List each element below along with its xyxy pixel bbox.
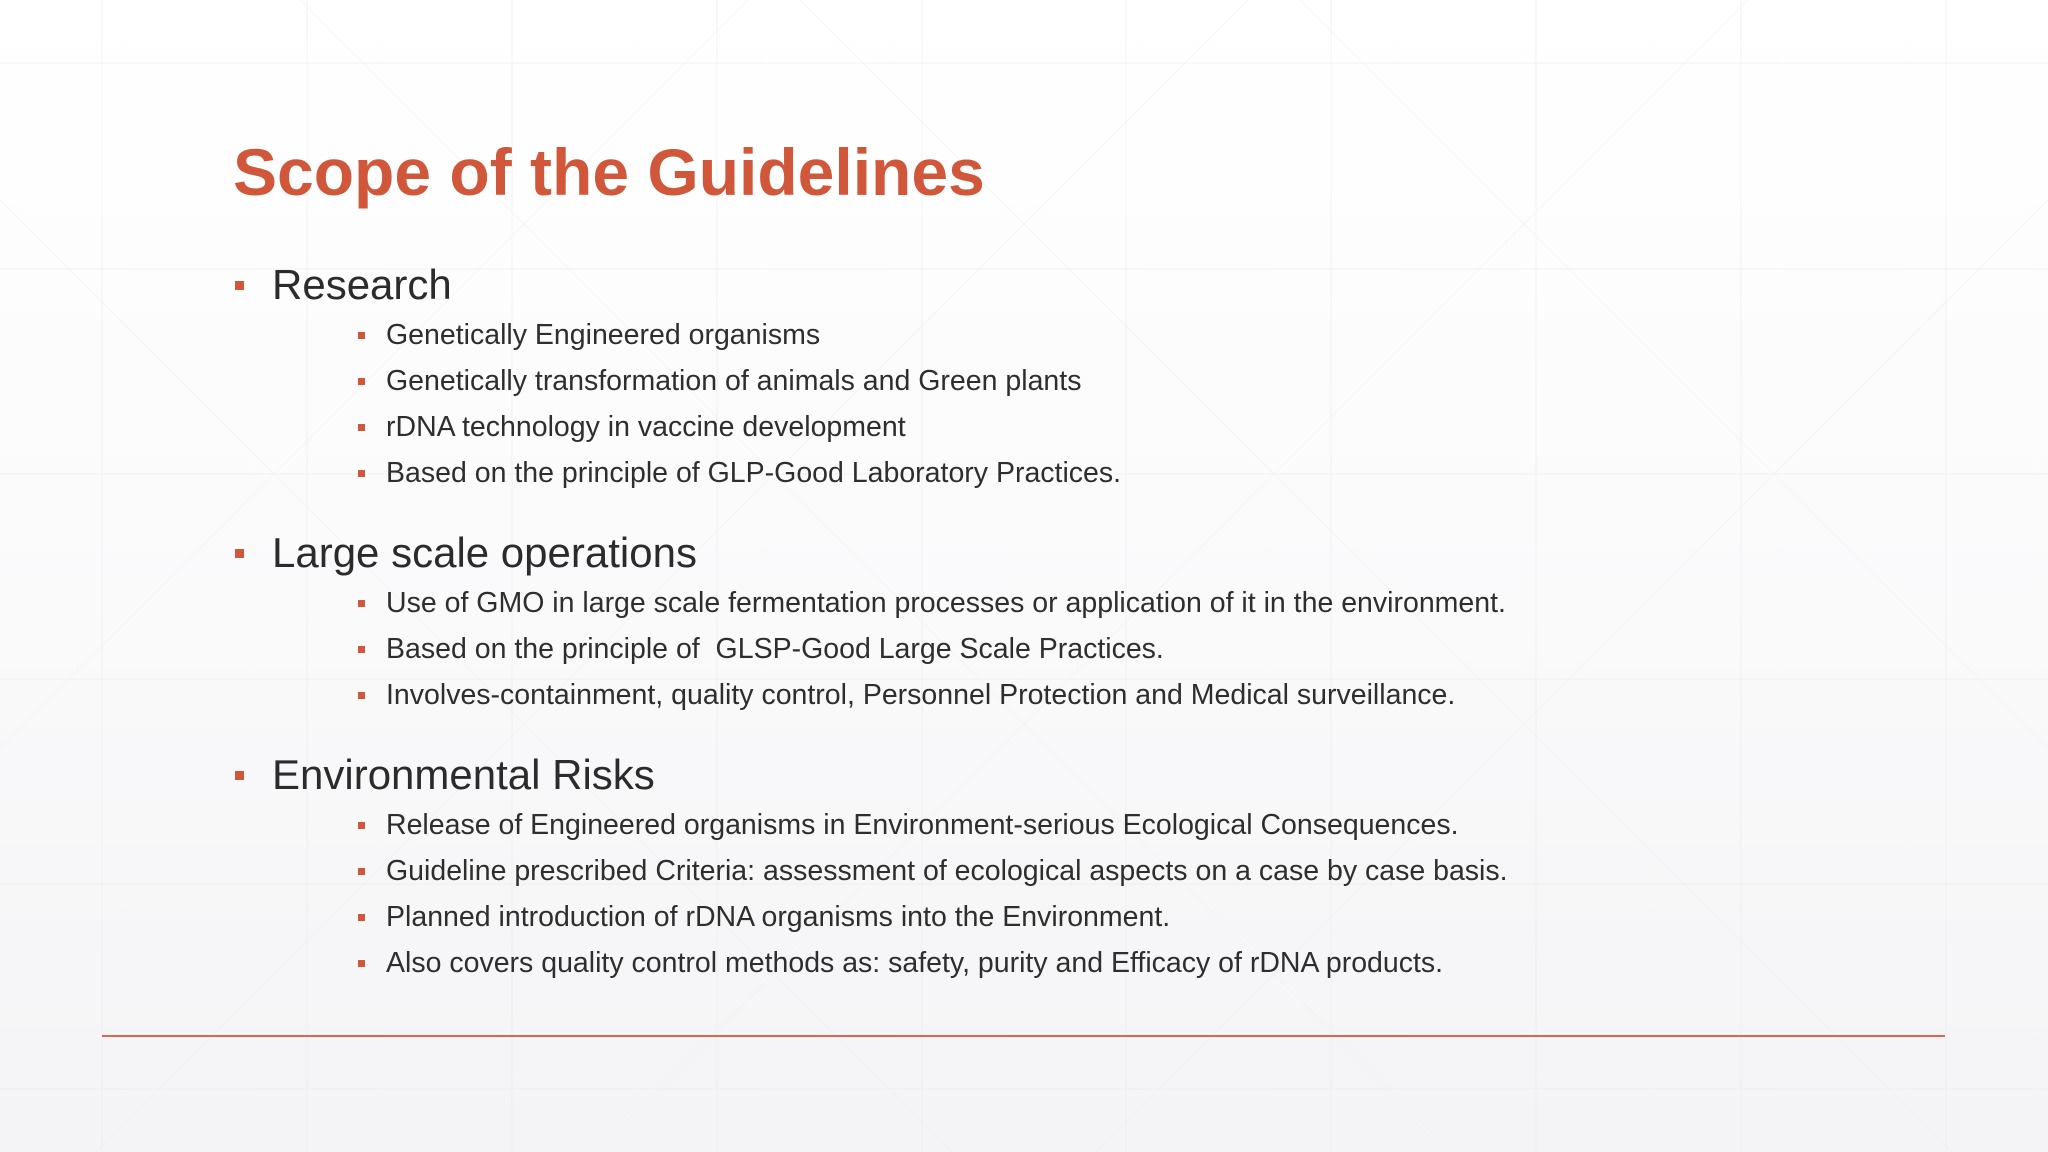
list-item-text: rDNA technology in vaccine development (386, 411, 906, 443)
list-item-text: Use of GMO in large scale fermentation processes or application of it in the environment. (386, 587, 1506, 619)
list-item-text: Genetically transformation of animals and Green plants (386, 365, 1082, 397)
list-item-text: Guideline prescribed Criteria: assessment of ecological aspects on a case by case basis. (386, 855, 1508, 887)
square-bullet-icon (358, 332, 365, 339)
square-bullet-icon (358, 692, 365, 699)
list-item (233, 580, 1933, 626)
section-environmental-risks (233, 748, 1933, 986)
square-bullet-icon (358, 424, 365, 431)
slide-title: Scope of the Guidelines (233, 135, 985, 209)
section-heading-row (233, 526, 1933, 580)
list-item (233, 358, 1933, 404)
square-bullet-icon (358, 600, 365, 607)
list-item-text: Release of Engineered organisms in Environment-serious Ecological Consequences. (386, 809, 1459, 841)
list-item (233, 802, 1933, 848)
section-heading: Environmental Risks (272, 751, 655, 798)
square-bullet-icon (235, 281, 244, 290)
sub-bullet-list (233, 580, 1933, 718)
section-heading: Research (272, 261, 452, 308)
list-item (233, 450, 1933, 496)
sub-bullet-list (233, 802, 1933, 986)
sub-bullet-list (233, 312, 1933, 496)
square-bullet-icon (358, 960, 365, 967)
square-bullet-icon (358, 470, 365, 477)
list-item (233, 312, 1933, 358)
section-large-scale-operations (233, 526, 1933, 718)
section-heading-row (233, 258, 1933, 312)
list-item (233, 894, 1933, 940)
slide-content (233, 258, 1933, 1016)
section-research (233, 258, 1933, 496)
list-item-text: Based on the principle of GLSP-Good Large Scale Practices. (386, 633, 1164, 665)
square-bullet-icon (358, 868, 365, 875)
square-bullet-icon (235, 549, 244, 558)
section-heading-row (233, 748, 1933, 802)
list-item (233, 672, 1933, 718)
section-heading: Large scale operations (272, 529, 697, 576)
footer-divider (102, 1035, 1945, 1037)
list-item (233, 404, 1933, 450)
list-item-text: Planned introduction of rDNA organisms into the Environment. (386, 901, 1171, 933)
list-item (233, 626, 1933, 672)
square-bullet-icon (358, 914, 365, 921)
list-item (233, 940, 1933, 986)
square-bullet-icon (358, 646, 365, 653)
list-item-text: Based on the principle of GLP-Good Laboratory Practices. (386, 457, 1122, 489)
list-item-text: Involves-containment, quality control, Personnel Protection and Medical surveillance. (386, 679, 1456, 711)
list-item-text: Genetically Engineered organisms (386, 319, 821, 351)
square-bullet-icon (358, 822, 365, 829)
list-item (233, 848, 1933, 894)
square-bullet-icon (358, 378, 365, 385)
square-bullet-icon (235, 771, 244, 780)
list-item-text: Also covers quality control methods as: safety, purity and Efficacy of rDNA products. (386, 947, 1444, 979)
